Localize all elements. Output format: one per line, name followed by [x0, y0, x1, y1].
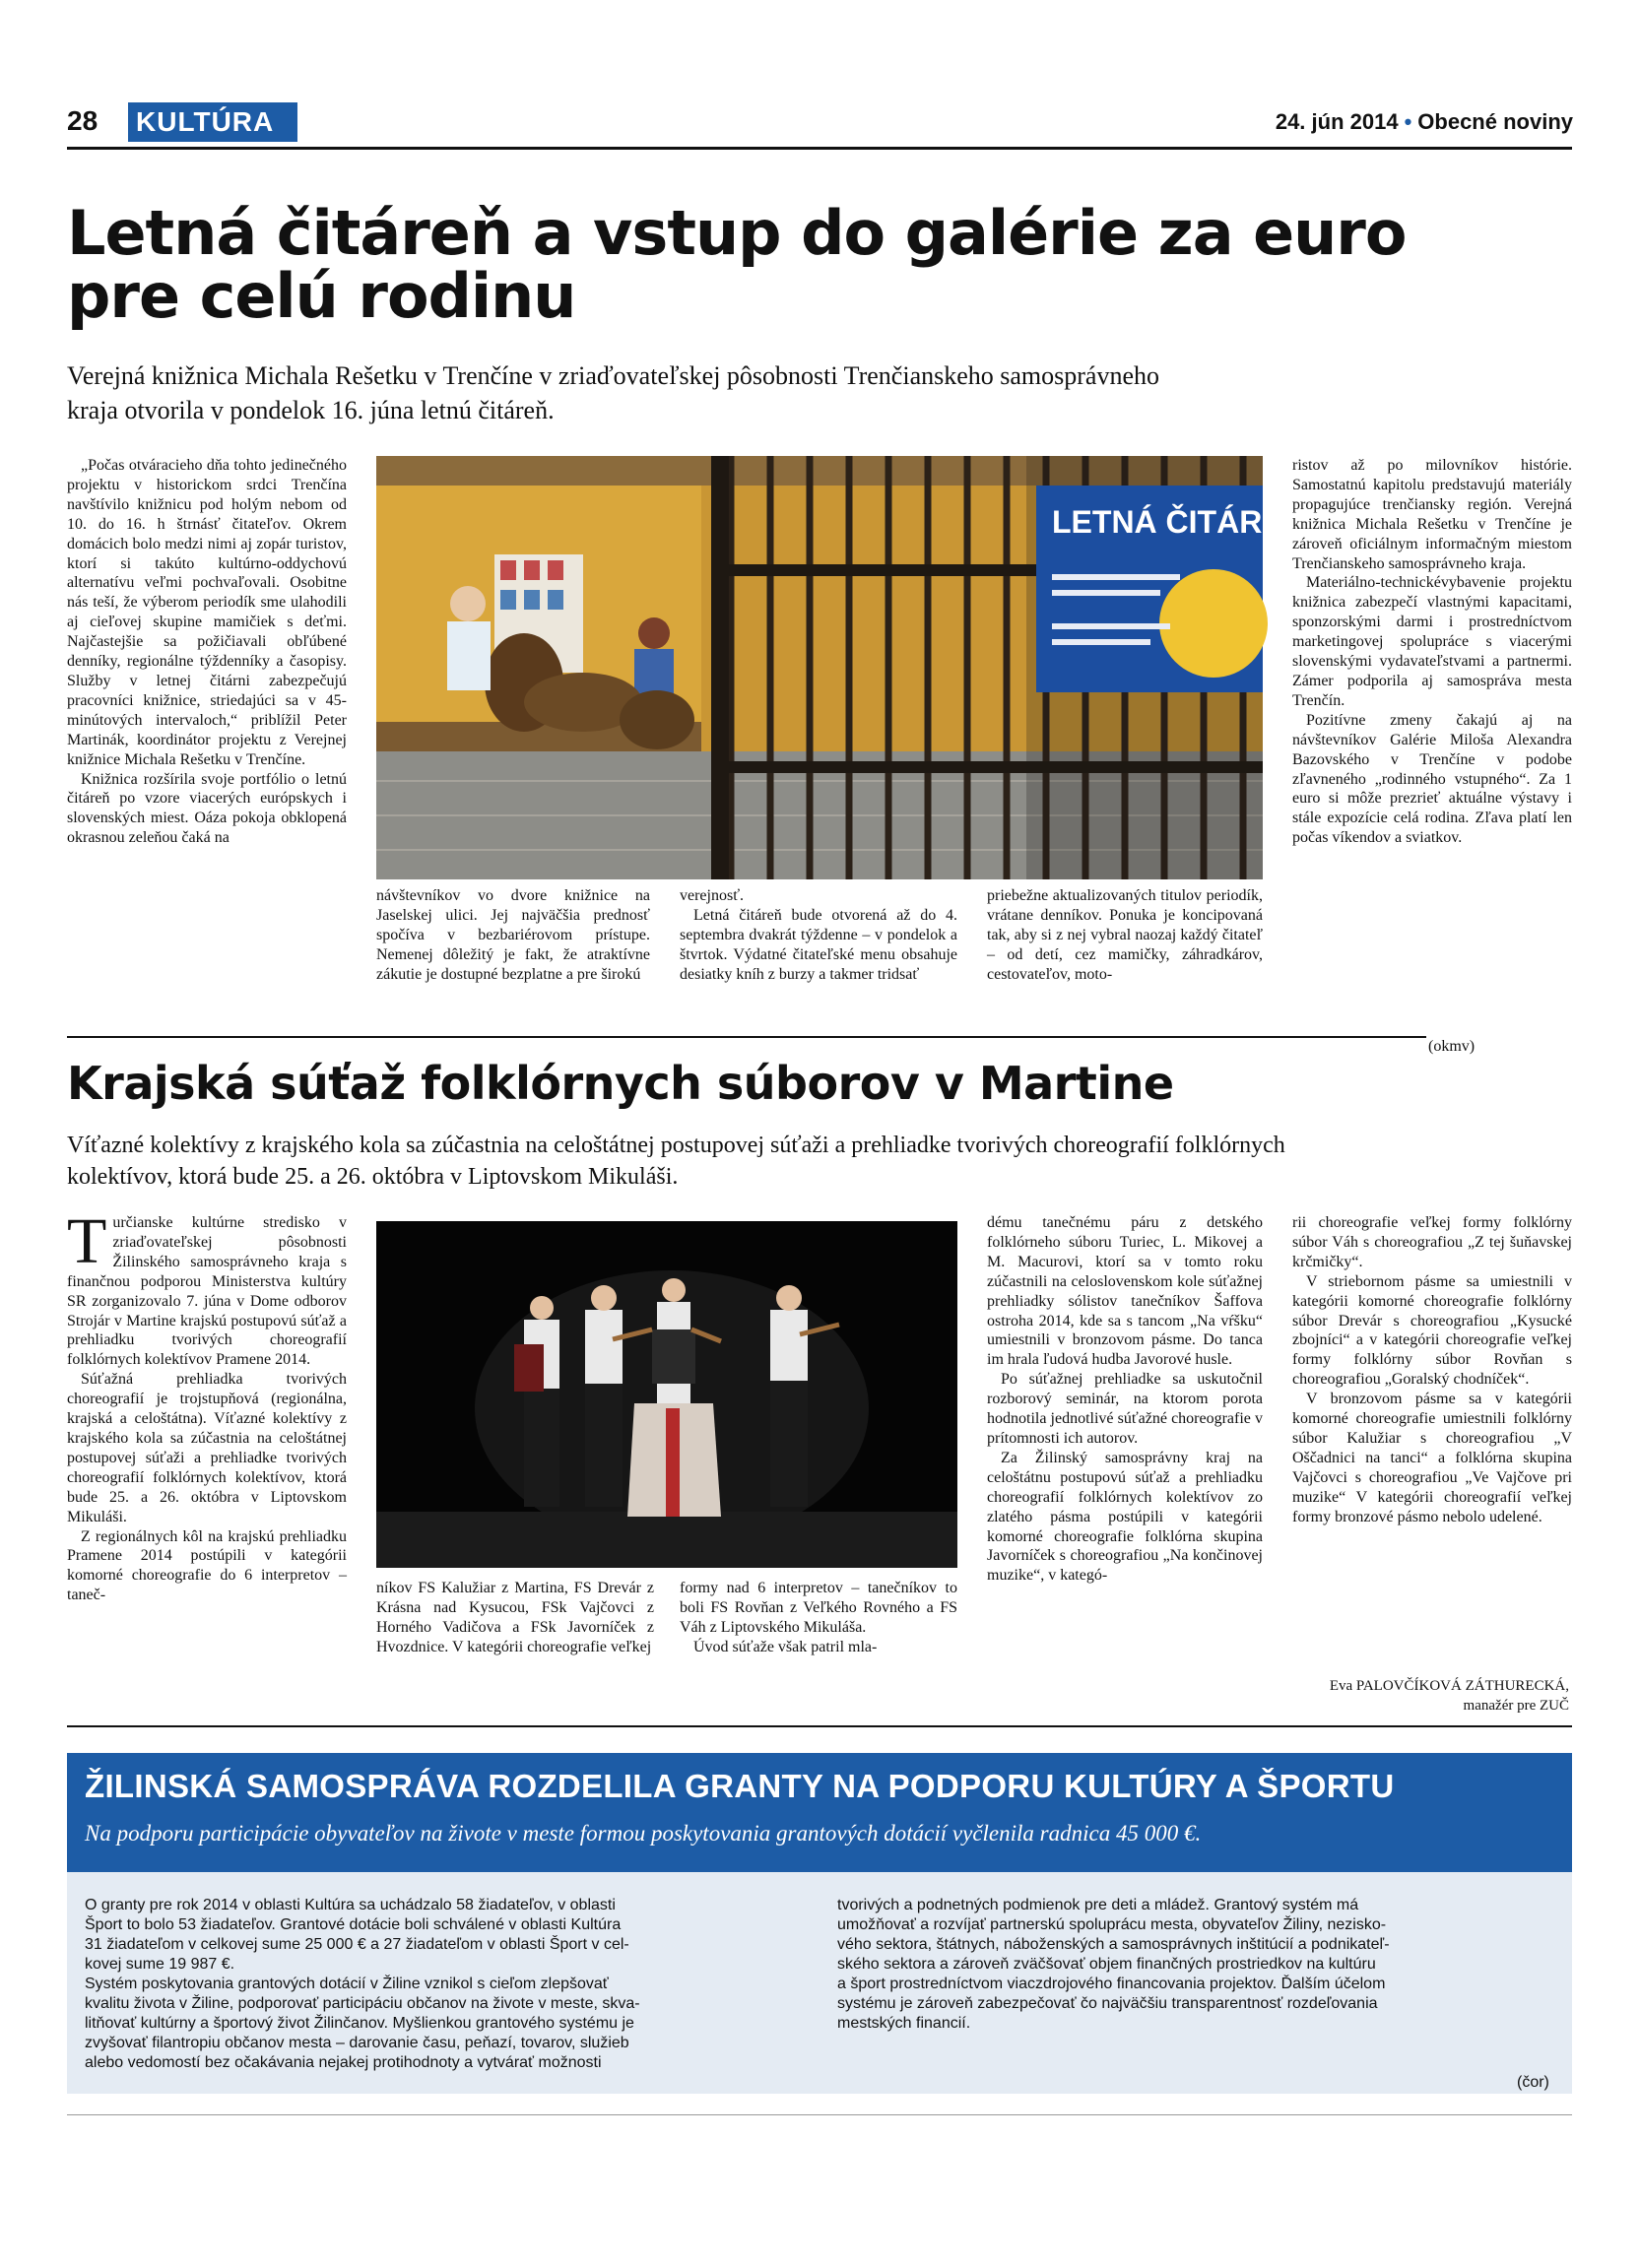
separator-dot: •	[1404, 109, 1412, 134]
header-rule	[67, 147, 1572, 150]
article2-rule	[67, 1725, 1572, 1727]
article1-col2: návštevníkov vo dvore knižnice na Jaselskej ulici. Jej najväčšia prednosť spočíva v bezbariérovom prístupe. Nemenej dôležitý je fakt, že atraktívne zákutie je dostupné bezplatne a pre širokú	[376, 887, 650, 983]
author-role: manažér pre ZUČ	[1463, 1698, 1569, 1714]
banner-title: LETNÁ ČITÁREŇ	[1052, 504, 1306, 540]
paper-name: Obecné noviny	[1417, 109, 1573, 134]
article1-col5: ristov až po milovníkov histórie. Samostatnú kapitolu predstavujú materiály propagujúce trenčiansky región. Verejná knižnica Michala Rešetku v Trenčíne je zároveň oficiálnym informačným miestom Trenčianskeho samosprávneho kraja. Materiálno-technickévybavenie projektu knižnica zabezpečí vlastnými kapacitami, sponzorskými darmi i prostredníctvom marketingovej spolupráce s viacerými slovenskými vydavateľstvami a partnermi. Zámer podporila aj samospráva mesta Trenčín. Pozitívne zmeny čakajú aj na návštevníkov Galérie Miloša Alexandra Bazovského v Trenčíne v podobe zľavneného „rodinného vstupného“. Za 1 euro si môže prezrieť aktuálne výstavy i stále expozície celá rodina. Zľava platí len počas víkendov a sviatkov.	[1292, 457, 1572, 847]
article1-col3: verejnosť. Letná čitáreň bude otvorená až do 4. septembra dvakrát týždenne – v pondelok a štvrtok. Výdatné čitateľské menu obsahuje desiatky kníh z burzy a takmer tridsať	[680, 887, 957, 983]
article2-col3: formy nad 6 interpretov – tanečníkov to boli FS Rovňan z Veľkého Rovného a FS Váh z Liptovského Mikuláša. Úvod súťaže však patril mla-	[680, 1580, 957, 1655]
article1-title: Letná čitáreň a vstup do galérie za euro pre celú rodinu	[67, 197, 1407, 332]
article2-lead: Víťazné kolektívy z krajského kola sa zúčastnia na celoštátnej postupovej súťaži a prehliadke tvorivých choreografií folklórnych kolektívov, ktorá bude 25. a 26. októbra v Liptovskom Mikuláši.	[67, 1133, 1285, 1190]
article1-col1: „Počas otváracieho dňa tohto jedinečného projektu v historickom srdci Trenčína navštívilo knižnicu pod holým nebom od 10. do 16. h štrnásť čitateľov. Okrem domácich bolo medzi nimi aj zopár turistov, ktorí si takúto kultúrno-oddychovú alternatívu veľmi pochvaľovali. Osobitne nás teší, že výberom periodík sme ulahodili aj cieľovej skupine mamičiek s deťmi. Najčastejšie sa požičiavali obľúbené denníky, regionálne týždenníky a časopisy. Služby v letnej čitárni zabezpečujú pracovníci knižnice, striedajúci sa v 45-minútových intervaloch,“ priblížil Peter Martinák, koordinátor projektu z Verejnej knižnice Michala Rešetku v Trenčíne. Knižnica rozšírila svoje portfólio o letnú čitáreň po vzore viacerých európskych i slovenských miest. Oáza pokoja obklopená okrasnou zeleňou čaká na	[67, 457, 347, 847]
article2-col1: Turčianske kultúrne stredisko v zriaďovateľskej pôsobnosti Žilinského samosprávneho kraja s finančnou podporou Ministerstva kultúry SR zorganizovalo 7. júna v Dome odborov Strojár v Martine krajskú postupovú súťaž a prehliadku tvorivých choreografií folklórnych kolektívov Pramene 2014. Súťažná prehliadka tvorivých choreografií je trojstupňová (regionálna, krajská a celoštátna). Víťazné kolektívy z krajského kola sa zúčastnia na celoštátnej postupovej súťaži a prehliadke tvorivých choreografií folklórnych kolektívov, ktorá bude 25. a 26. októbra v Liptovskom Mikuláši. Z regionálnych kôl na krajskú prehliadku Pramene 2014 postúpili v kategórii komorné choreografie do 6 interpretov – taneč-	[67, 1205, 347, 1604]
grants-box-title: ŽILINSKÁ SAMOSPRÁVA ROZDELILA GRANTY NA PODPORU KULTÚRY A ŠPORTU	[85, 1768, 1395, 1804]
article2-photo	[376, 1221, 957, 1568]
article2-title: Krajská súťaž folklórnych súborov v Martine	[67, 1057, 1174, 1110]
article1-lead: Verejná knižnica Michala Rešetku v Trenčíne v zriaďovateľskej pôsobnosti Trenčianskeho samosprávneho kraja otvorila v pondelok 16. júna letnú čitáreň.	[67, 361, 1160, 424]
grants-box-signature: (čor)	[1517, 2074, 1549, 2091]
author-name: Eva PALOVČÍKOVÁ ZÁTHURECKÁ,	[1329, 1678, 1569, 1694]
article1-rule	[67, 1036, 1426, 1038]
article2-signature	[1330, 1676, 1569, 1716]
article2-col4: dému tanečnému páru z detského folklórneho súboru Turiec, L. Mikovej a M. Macurovi, ktorí sa v tomto roku zúčastnili na celoslovenskom kole súťažnej prehliadky sólistov tanečníkov Šaffova ostroha 2014, kde sa s tancom „Na vŕšku“ umiestnili v bronzovom pásme. Do tanca im hrala ľudová hudba Javorové husle. Po súťažnej prehliadke sa uskutočnil rozborový seminár, na ktorom porota hodnotila jednotlivé súťažné choreografie v prítomnosti ich autorov. Za Žilinský samosprávny kraj na celoštátnu postupovú súťaž a prehliadku choreografií folklórnych kolektívov zo zlatého pásma postúpili v kategórii komorné choreografie folklórna skupina Javorníček s choreografiou „Na končinovej muzike“, v kategó-	[987, 1214, 1263, 1585]
dropcap: T	[67, 1205, 107, 1277]
section-rubric: KULTÚRA	[128, 102, 297, 142]
issue-date: 24. jún 2014	[1275, 109, 1399, 134]
article2-col5: rii choreografie veľkej formy folklórny súbor Váh s choreografiou „Z tej šuňavskej krčmičky“. V striebornom pásme sa umiestnili v kategórii komorné choreografie folklórny súbor Drevár s choreografiou „Kysucké zbojníci“ a v kategórii choreografie veľkej formy folklórny súbor Rovňan s choreografiou „Goralský chodníček“. V bronzovom pásme sa v kategórii komorné choreografie umiestnili folklórny súbor Kalužiar s choreografiou „V Oščadnici na tanci“ a folklórna skupina Vajčovci s choreografiou „Ve Vajčove pri muzike“ V kategórii choreografií veľkej formy bronzové pásmo nebolo udelené.	[1292, 1214, 1572, 1525]
article2-col2: níkov FS Kalužiar z Martina, FS Drevár z Krásna nad Kysucou, FSk Vajčovci z Horného Vadičova a FSk Javorníček z Hvozdnice. V kategórii choreografie veľkej	[376, 1580, 654, 1655]
grants-box-col2: tvorivých a podnetných podmienok pre deti a mládež. Grantový systém má umožňovať a rozvíjať partnerskú spoluprácu mesta, obyvateľov Žiliny, nezisko- vého sektora, štátnych, náboženských a samosprávnych inštitúcií a podnikateľ- ského sektora a zároveň zväčšovať objem finančných prostriedkov na kultúru a šport prostredníctvom viaczdrojového financovania projektov. Ďalším účelom systému je zároveň zabezpečovať čo najväčšiu transparentnosť rozdeľovania mestských financií.	[837, 1897, 1390, 2032]
article1-col4: priebežne aktualizovaných titulov periodík, vrátane denníkov. Ponuka je koncipovaná tak, aby si z nej vybral naozaj každý čitateľ – od detí, cez mamičky, záhradkárov, cestovateľov, moto-	[987, 887, 1263, 983]
footer-rule	[67, 2114, 1572, 2115]
grants-box-col1: O granty pre rok 2014 v oblasti Kultúra sa uchádzalo 58 žiadateľov, v oblasti Šport to bolo 53 žiadateľov. Grantové dotácie boli schválené v oblasti Kultúra 31 žiadateľom v celkovej sume 25 000 € a 27 žiadateľom v oblasti Šport v cel- kovej sume 19 987 €. Systém poskytovania grantových dotácií v Žiline vznikol s cieľom zlepšovať kvalitu života v Žiline, podporovať participáciu občanov na živote v meste, skva- litňovať kultúrny a športový život Žilinčanov. Myšlienkou grantového systému je zvyšovať filantropiu občanov mesta – darovanie času, peňazí, tovarov, služieb alebo vedomostí bez očakávania nejakej protihodnoty a vytvárať možnosti	[85, 1897, 640, 2071]
article1-signature: (okmv)	[1428, 1038, 1476, 1055]
issue-info	[1276, 109, 1573, 135]
grants-box-subtitle: Na podporu participácie obyvateľov na živote v meste formou poskytovania grantových dotácií vyčlenila radnica 45 000 €.	[85, 1821, 1202, 1846]
article1-photo	[376, 456, 1306, 879]
page-number: 28	[67, 105, 98, 136]
